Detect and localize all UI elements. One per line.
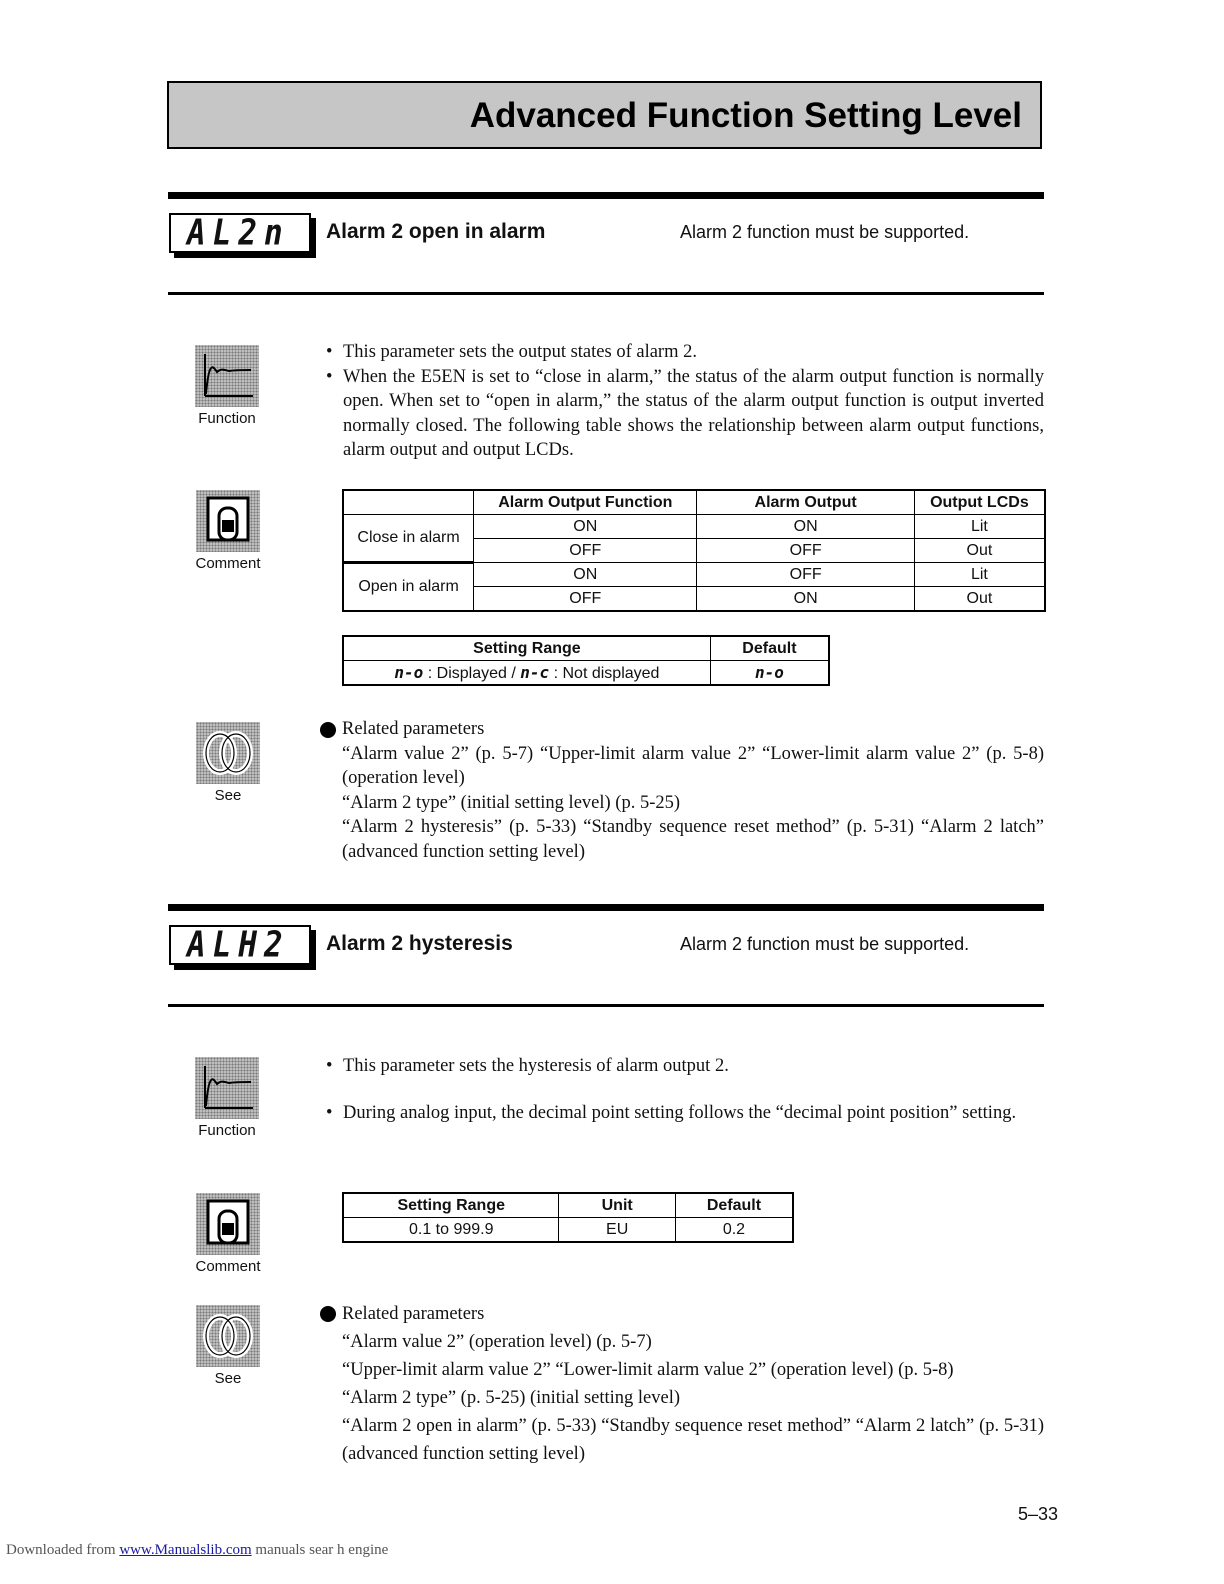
table-cell: ON [474,515,697,539]
see-icon-label: See [214,1370,242,1387]
table-row [343,563,1045,587]
related-line: “Alarm 2 type” (p. 5-25) (initial setting level) [342,1388,681,1408]
table-cell: EU [559,1218,675,1243]
download-footer [6,1542,388,1559]
column-header: Default [710,636,829,661]
related-line: “Alarm 2 type” (initial setting level) (p. 5-25) [342,792,681,813]
table-cell: ON [697,587,914,612]
section-title: Alarm 2 hysteresis [326,932,513,955]
column-header: Default [675,1193,793,1218]
setting-range-table [342,1192,794,1243]
related-line: “Alarm value 2” (operation level) (p. 5-7) [342,1332,652,1352]
table-cell: 0.1 to 999.9 [343,1218,559,1243]
section-rule-top [168,904,1044,911]
table-cell: ON [474,563,697,587]
level-banner [167,81,1042,149]
related-line: “Alarm 2 hysteresis” (p. 5-33) “Standby sequence reset method” (p. 5-31) “Alarm 2 latch” (advanced function setting level) [342,817,1044,862]
displayed-text: : Displayed / [427,664,516,682]
related-line: “Alarm 2 open in alarm” (p. 5-33) “Standby sequence reset method” “Alarm 2 latch” (p. 5-31) (advanced function setting level) [342,1416,1044,1464]
bullet-dot-icon [320,1306,336,1322]
see-icon [196,722,260,784]
related-line: “Alarm value 2” (p. 5-7) “Upper-limit alarm value 2” “Lower-limit alarm value 2” (p. 5-8) (operation level) [342,743,1044,788]
parameter-code-box [169,213,311,253]
table-header-row [343,636,829,661]
table-header-row [343,1193,793,1218]
description-list [324,340,1044,463]
output-state-table [342,489,1046,612]
column-header: Unit [559,1193,675,1218]
table-header-row [343,490,1045,515]
table-row [343,515,1045,539]
function-icon-block [194,345,260,427]
section-rule-top [168,192,1044,199]
footer-suffix: manuals sear h engine [255,1542,389,1558]
table-cell: 0.2 [675,1218,793,1243]
displayed-code: n-o [394,662,424,682]
column-header: Alarm Output [697,490,914,515]
related-line: “Upper-limit alarm value 2” “Lower-limit alarm value 2” (operation level) (p. 5-8) [342,1360,954,1380]
table-cell: OFF [697,539,914,563]
section-title: Alarm 2 open in alarm [326,220,546,243]
description-item: • During analog input, the decimal point setting follows the “decimal point position” setting. [324,1099,1044,1127]
description-item: • This parameter sets the hysteresis of alarm output 2. [324,1052,1044,1080]
comment-icon [196,490,260,552]
column-header: Setting Range [343,1193,559,1218]
table-cell: Out [914,539,1045,563]
manualslib-link[interactable]: www.Manualslib.com [119,1542,252,1558]
table-row [343,1218,793,1243]
page-title: Advanced Function Setting Level [469,96,1022,135]
not-displayed-text: : Not displayed [553,664,660,682]
column-header [343,490,474,515]
description-item: • This parameter sets the output states of alarm 2. [324,340,1044,365]
table-row [343,661,829,686]
table-cell: OFF [697,563,914,587]
default-cell: n-o [710,661,829,686]
bullet-dot-icon [320,722,336,738]
not-displayed-code: n-c [520,662,550,682]
related-parameters [342,1300,1044,1468]
related-parameters [342,717,1044,864]
related-heading: Related parameters [342,1300,1044,1328]
table-cell: OFF [474,587,697,612]
table-cell: Lit [914,563,1045,587]
setting-range-cell [343,661,710,686]
section-note: Alarm 2 function must be supported. [680,222,970,242]
row-group-label: Close in alarm [343,515,474,563]
function-icon [195,1057,259,1119]
description-item: • When the E5EN is set to “close in alarm,” the status of the alarm output function is normally open. When set to “open in alarm,” the status of the alarm output function is output inverted normally closed. The following table shows the relationship between alarm output functions, alarm output and output LCDs. [324,365,1044,463]
see-icon-block [195,1305,261,1387]
function-icon-block [194,1057,260,1139]
parameter-code: ALH2 [187,924,290,966]
function-icon-label: Function [198,410,256,427]
comment-icon-label: Comment [195,555,261,572]
column-header: Output LCDs [914,490,1045,515]
row-group-label: Open in alarm [343,563,474,612]
comment-icon-label: Comment [195,1258,261,1275]
description-list [324,1052,1044,1127]
see-icon-block [195,722,261,804]
column-header: Alarm Output Function [474,490,697,515]
column-header: Setting Range [343,636,710,661]
section-rule-bottom [168,292,1044,295]
see-icon-label: See [214,787,242,804]
table-cell: Lit [914,515,1045,539]
page-number: 5–33 [1018,1504,1059,1524]
section-note: Alarm 2 function must be supported. [680,934,970,954]
parameter-code: AL2n [187,212,290,254]
comment-icon-block [195,490,261,572]
function-icon-label: Function [198,1122,256,1139]
table-cell: ON [697,515,914,539]
comment-icon-block [195,1193,261,1275]
function-icon [195,345,259,407]
table-cell: Out [914,587,1045,612]
see-icon [196,1305,260,1367]
parameter-code-box [169,925,311,965]
related-heading: Related parameters [342,717,1044,742]
section-rule-bottom [168,1004,1044,1007]
table-cell: OFF [474,539,697,563]
comment-icon [196,1193,260,1255]
footer-prefix: Downloaded from [6,1542,116,1558]
setting-range-table [342,635,830,686]
